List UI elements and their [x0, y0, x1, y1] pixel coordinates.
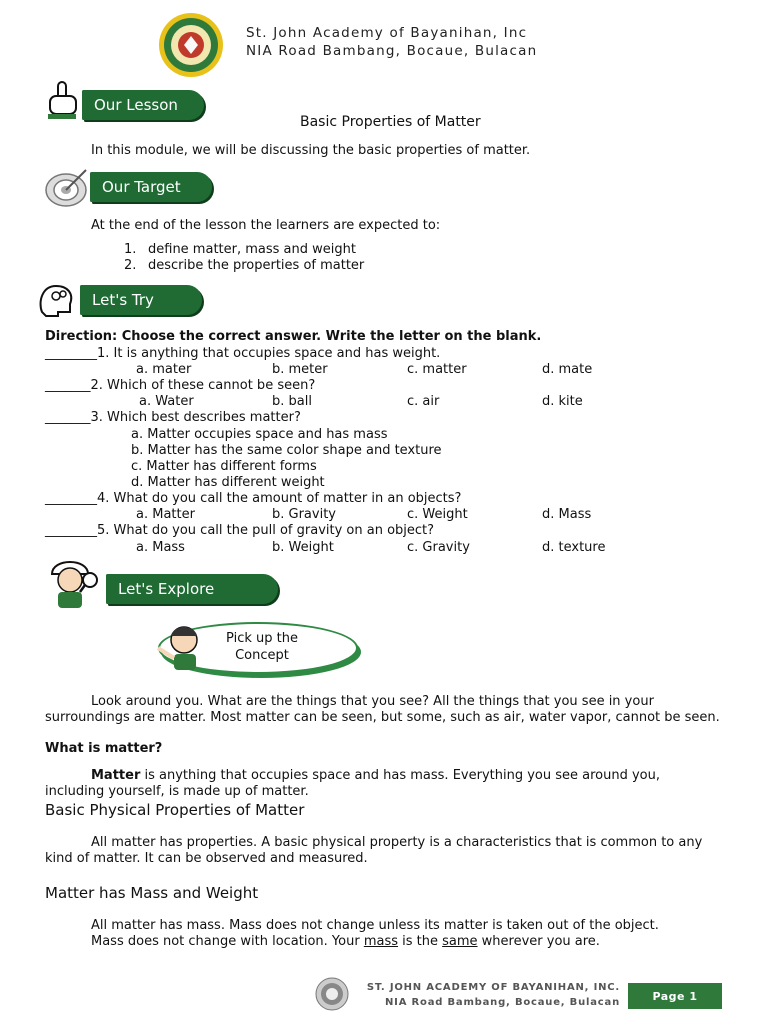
section-lets-try-label: Let's Try	[92, 291, 154, 309]
basic-physical-properties-heading: Basic Physical Properties of Matter	[45, 801, 305, 819]
section-our-target-label: Our Target	[102, 178, 181, 196]
explore-paragraph-1: Look around you. What are the things that you see? All the things that you see in your surroundings are matter. Most matter can be seen, but some, such as air, water vapor, cannot be seen.	[45, 694, 720, 725]
option-a: a. mater	[136, 362, 192, 377]
school-address: NIA Road Bambang, Bocaue, Bulacan	[246, 43, 538, 59]
thinking-head-icon	[36, 282, 76, 318]
option-d: d. kite	[542, 394, 583, 409]
what-is-matter-heading: What is matter?	[45, 741, 163, 756]
matter-term: Matter	[91, 768, 141, 783]
option-c: c. matter	[407, 362, 467, 377]
pointing-hand-icon	[44, 80, 82, 120]
option-d: d. mate	[542, 362, 593, 377]
same-underlined: same	[442, 934, 478, 949]
quiz-question-3	[45, 410, 301, 426]
section-our-target	[90, 172, 212, 202]
section-our-lesson-label: Our Lesson	[94, 96, 178, 114]
section-our-lesson	[82, 90, 204, 120]
option-c: c. Matter has different forms	[131, 459, 317, 474]
explore-paragraph-5	[91, 934, 600, 950]
target-item-number: 2.	[124, 258, 137, 273]
section-lets-explore-label: Let's Explore	[118, 580, 215, 598]
quiz-question-1	[45, 346, 440, 362]
option-a: a. Matter	[136, 507, 195, 522]
page-number-badge	[628, 983, 722, 1009]
quiz-question-4	[45, 491, 461, 507]
option-b: b. Gravity	[272, 507, 336, 522]
footer-address: NIA Road Bambang, Bocaue, Bulacan	[385, 997, 620, 1008]
question-text: 1. It is anything that occupies space and has weight.	[97, 346, 441, 361]
option-b: b. meter	[272, 362, 328, 377]
option-d: d. Mass	[542, 507, 592, 522]
school-name: St. John Academy of Bayanihan, Inc	[246, 25, 528, 41]
explore-paragraph-4: All matter has mass. Mass does not change unless its matter is taken out of the object.	[91, 918, 659, 933]
lesson-intro: In this module, we will be discussing the basic properties of matter.	[91, 143, 531, 158]
answer-blank[interactable]: ________	[45, 346, 97, 361]
mass-weight-heading: Matter has Mass and Weight	[45, 884, 259, 902]
section-lets-explore	[106, 574, 278, 604]
page-number-label: Page 1	[652, 989, 698, 1003]
target-item-text: describe the properties of matter	[148, 258, 365, 273]
para5-part-b: is the	[398, 934, 443, 949]
mass-underlined: mass	[363, 934, 398, 949]
quiz-direction: Direction: Choose the correct answer. Write the letter on the blank.	[45, 329, 542, 344]
question-text: 4. What do you call the amount of matter in an objects?	[97, 491, 462, 506]
quiz-question-5	[45, 523, 434, 539]
target-list-item	[124, 258, 364, 274]
option-a: a. Water	[139, 394, 194, 409]
explore-paragraph-2	[45, 768, 721, 800]
section-lets-try	[80, 285, 202, 315]
option-d: d. Matter has different weight	[131, 475, 325, 490]
explore-paragraph-3: All matter has properties. A basic physical property is a characteristics that is common to any kind of matter. It can be observed and measured.	[45, 835, 703, 866]
target-icon	[44, 166, 90, 208]
concept-label	[222, 630, 302, 664]
target-list-item	[124, 242, 364, 258]
footer-school-info	[367, 980, 620, 1010]
answer-blank[interactable]: _______	[45, 410, 91, 425]
option-d: d. texture	[542, 540, 606, 555]
para5-part-a: Mass does not change with location. Your	[91, 934, 364, 949]
answer-blank[interactable]: ________	[45, 523, 97, 538]
answer-blank[interactable]: ________	[45, 491, 97, 506]
target-list	[124, 242, 364, 274]
school-seal-logo	[158, 12, 224, 78]
target-item-text: define matter, mass and weight	[148, 242, 356, 257]
lesson-title: Basic Properties of Matter	[300, 114, 481, 130]
option-c: c. Weight	[407, 507, 468, 522]
target-intro: At the end of the lesson the learners are expected to:	[91, 218, 441, 233]
explorer-girl-icon	[44, 552, 102, 610]
footer-school-name: ST. JOHN ACADEMY OF BAYANIHAN, INC.	[366, 982, 620, 993]
school-header	[246, 24, 537, 60]
concept-boy-icon	[152, 622, 208, 672]
option-b: b. ball	[272, 394, 312, 409]
option-c: c. Gravity	[407, 540, 470, 555]
option-b: b. Matter has the same color shape and texture	[131, 443, 442, 458]
option-a: a. Mass	[136, 540, 185, 555]
matter-definition: is anything that occupies space and has mass. Everything you see around you, including yourself, is made up of matter.	[45, 768, 660, 799]
question-text: 3. Which best describes matter?	[90, 410, 301, 425]
answer-blank[interactable]: _______	[45, 378, 91, 393]
option-c: c. air	[407, 394, 440, 409]
quiz-question-2	[45, 378, 315, 394]
para5-part-c: wherever you are.	[477, 934, 600, 949]
question-text: 5. What do you call the pull of gravity on an object?	[97, 523, 435, 538]
concept-line-2: Concept	[235, 648, 289, 663]
target-item-number: 1.	[124, 242, 137, 257]
question-text: 2. Which of these cannot be seen?	[90, 378, 316, 393]
option-b: b. Weight	[272, 540, 334, 555]
footer-seal-logo	[315, 977, 349, 1011]
option-a: a. Matter occupies space and has mass	[131, 427, 388, 442]
concept-line-1: Pick up the	[226, 631, 298, 646]
